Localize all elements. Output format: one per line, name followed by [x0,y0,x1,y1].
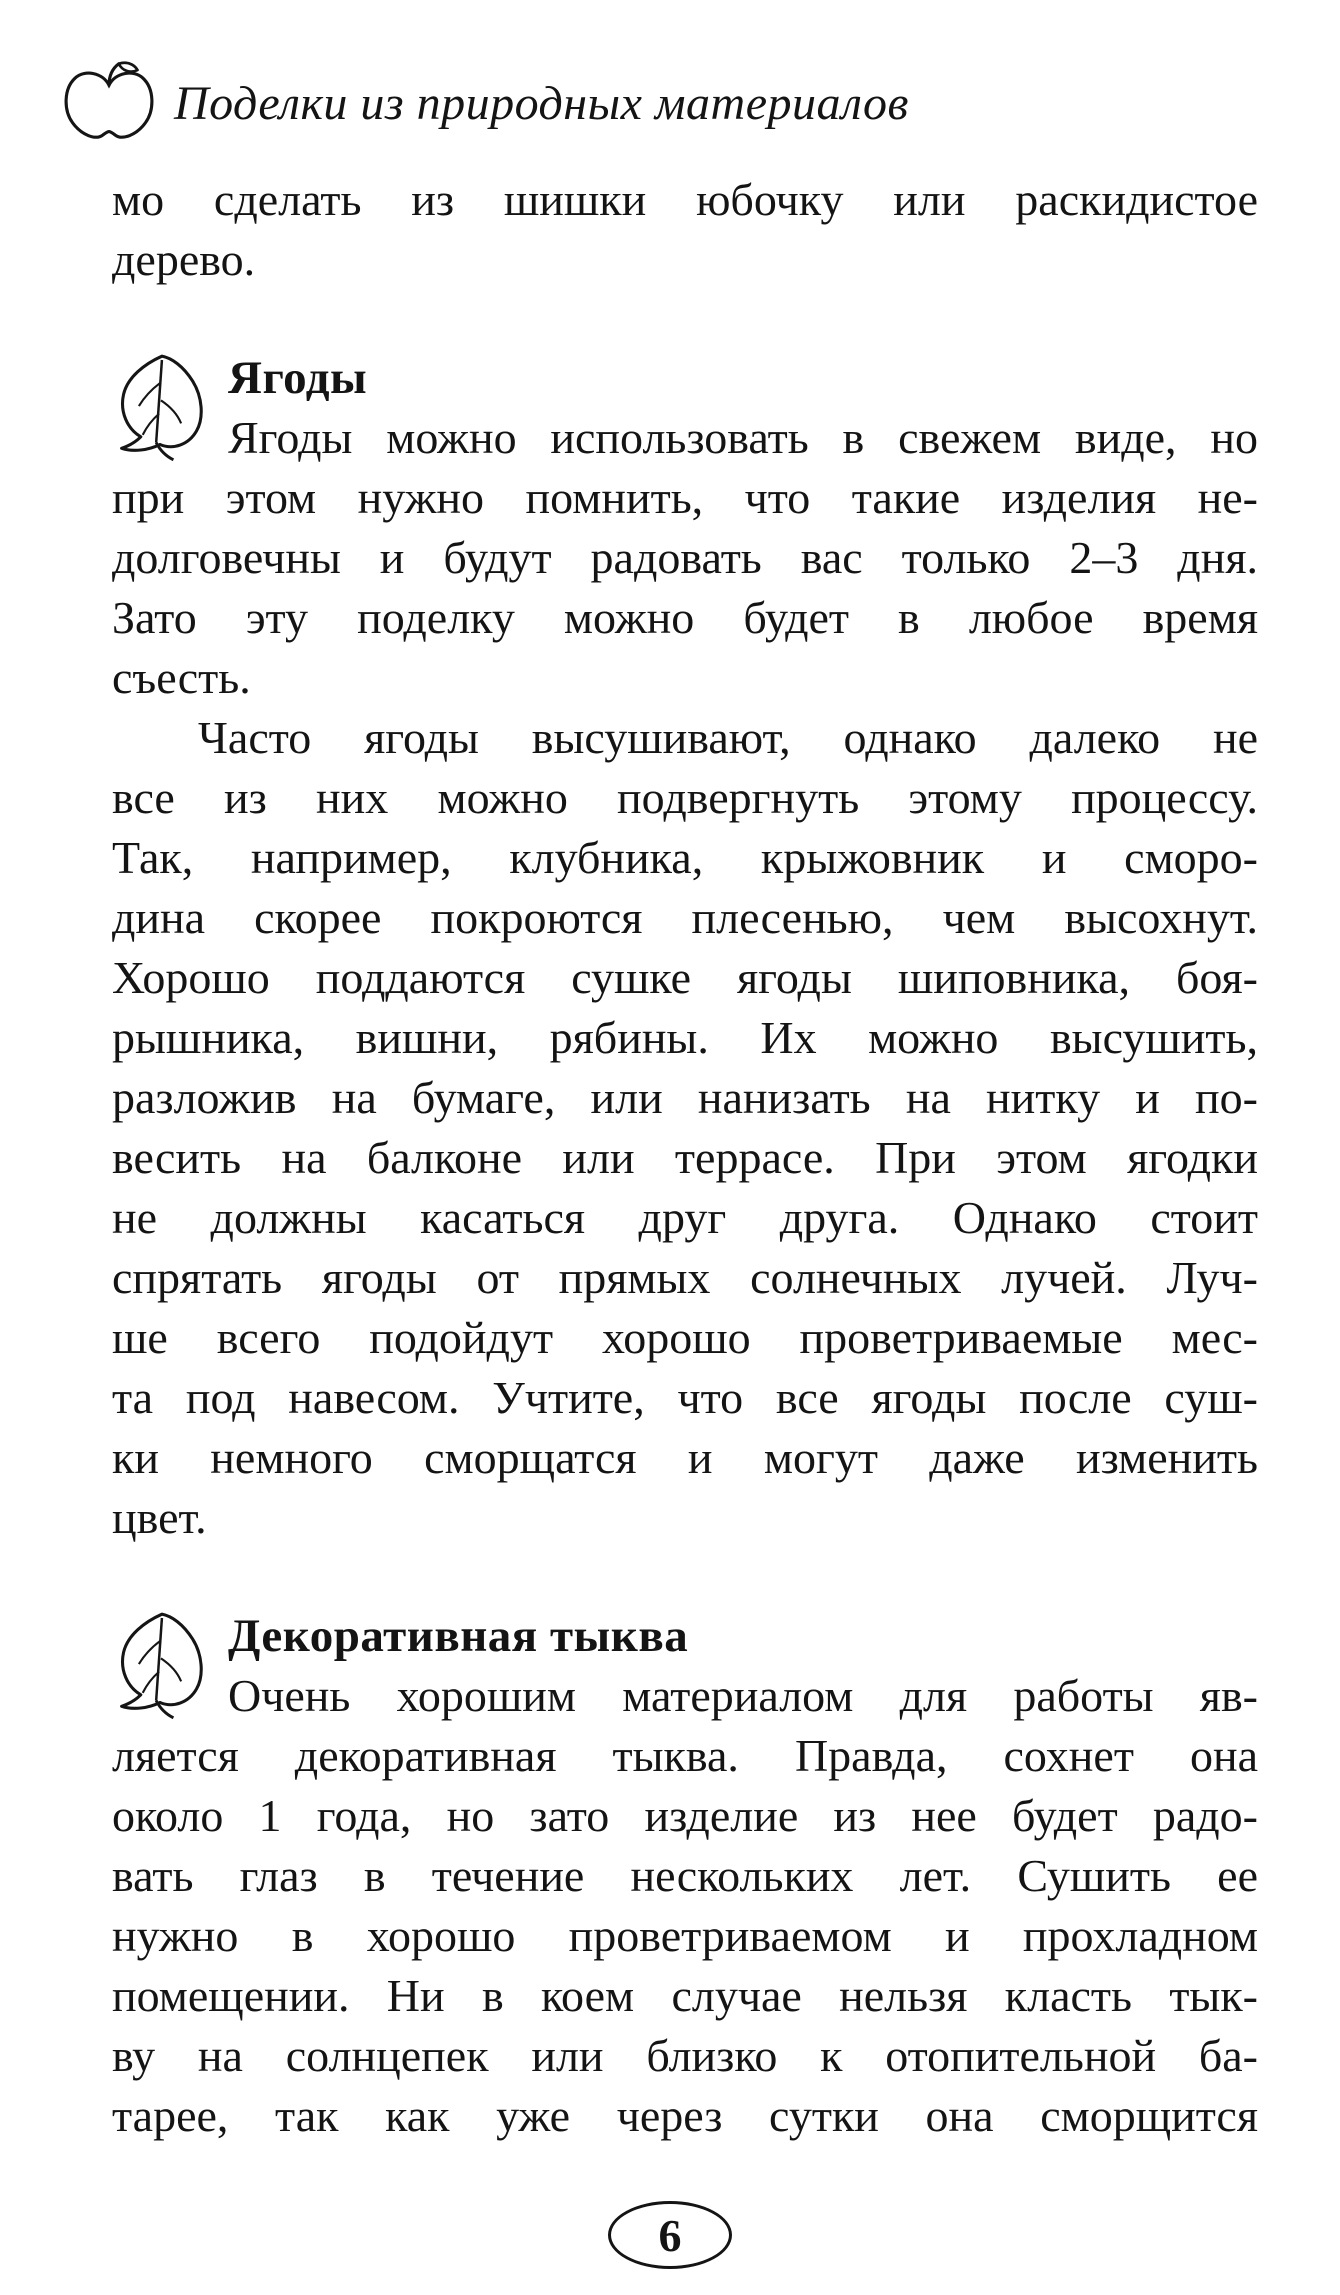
text-line: весить на балконе или террасе. При этом ягодки [112,1132,1258,1183]
section-decorative-pumpkin [112,1606,1258,2146]
page-number-badge [608,2201,732,2269]
text-line: рышника, вишни, рябины. Их можно высушить, [112,1012,1258,1063]
text-line: не должны касаться друг друга. Однако стоит [112,1192,1258,1243]
page-header [60,58,1258,148]
text-line: Так, например, клубника, крыжовник и сморо- [112,832,1258,883]
section-berries [112,348,1258,1548]
text-line: при этом нужно помнить, что такие изделия не- [112,472,1258,523]
page-content [112,170,1258,2146]
paragraph [112,1666,1258,2146]
paragraph [112,708,1258,1548]
running-head-title: Поделки из природных материалов [174,76,909,130]
text-line: ки немного сморщатся и могут даже изменить [112,1432,1258,1483]
text-line: ву на солнцепек или близко к отопительной ба- [112,2030,1258,2081]
text-line: Часто ягоды высушивают, однако далеко не [198,712,1258,763]
page-footer [0,2201,1340,2269]
text-line: мо сделать из шишки юбочку или раскидистое [112,174,1258,225]
text-line: ше всего подойдут хорошо проветриваемые мес- [112,1312,1258,1363]
section-title: Ягоды [228,352,368,404]
text-line: около 1 года, но зато изделие из нее будет радо- [112,1790,1258,1841]
text-line: дина скорее покроются плесенью, чем высохнут. [112,892,1258,943]
paragraph [112,408,1258,708]
text-line: Ягоды можно использовать в свежем виде, но [228,412,1258,463]
text-line: та под навесом. Учтите, что все ягоды после суш- [112,1372,1258,1423]
leaf-icon [112,1608,208,1724]
text-line: Зато эту поделку можно будет в любое время [112,592,1258,643]
text-line: Очень хорошим материалом для работы яв- [228,1670,1258,1721]
text-line: цвет. [112,1492,207,1543]
text-line: разложив на бумаге, или нанизать на нитку и по- [112,1072,1258,1123]
paragraph [112,170,1258,290]
text-line: все из них можно подвергнуть этому процессу. [112,772,1258,823]
text-line: спрятать ягоды от прямых солнечных лучей. Луч- [112,1252,1258,1303]
section-title: Декоративная тыква [228,1610,689,1662]
page-number: 6 [658,2209,682,2261]
leaf-icon [112,350,208,466]
text-line: Хорошо поддаются сушке ягоды шиповника, боя- [112,952,1258,1003]
text-line: съесть. [112,652,251,703]
text-line: вать глаз в течение нескольких лет. Сушить ее [112,1850,1258,1901]
text-line: тарее, так как уже через сутки она сморщится [112,2090,1258,2141]
text-line: ляется декоративная тыква. Правда, сохнет она [112,1730,1258,1781]
text-line: долговечны и будут радовать вас только 2–3 дня. [112,532,1258,583]
text-line: дерево. [112,234,256,285]
text-line: помещении. Ни в коем случае нельзя класть тык- [112,1970,1258,2021]
text-line: нужно в хорошо проветриваемом и прохладном [112,1910,1258,1961]
apple-icon [60,60,158,146]
